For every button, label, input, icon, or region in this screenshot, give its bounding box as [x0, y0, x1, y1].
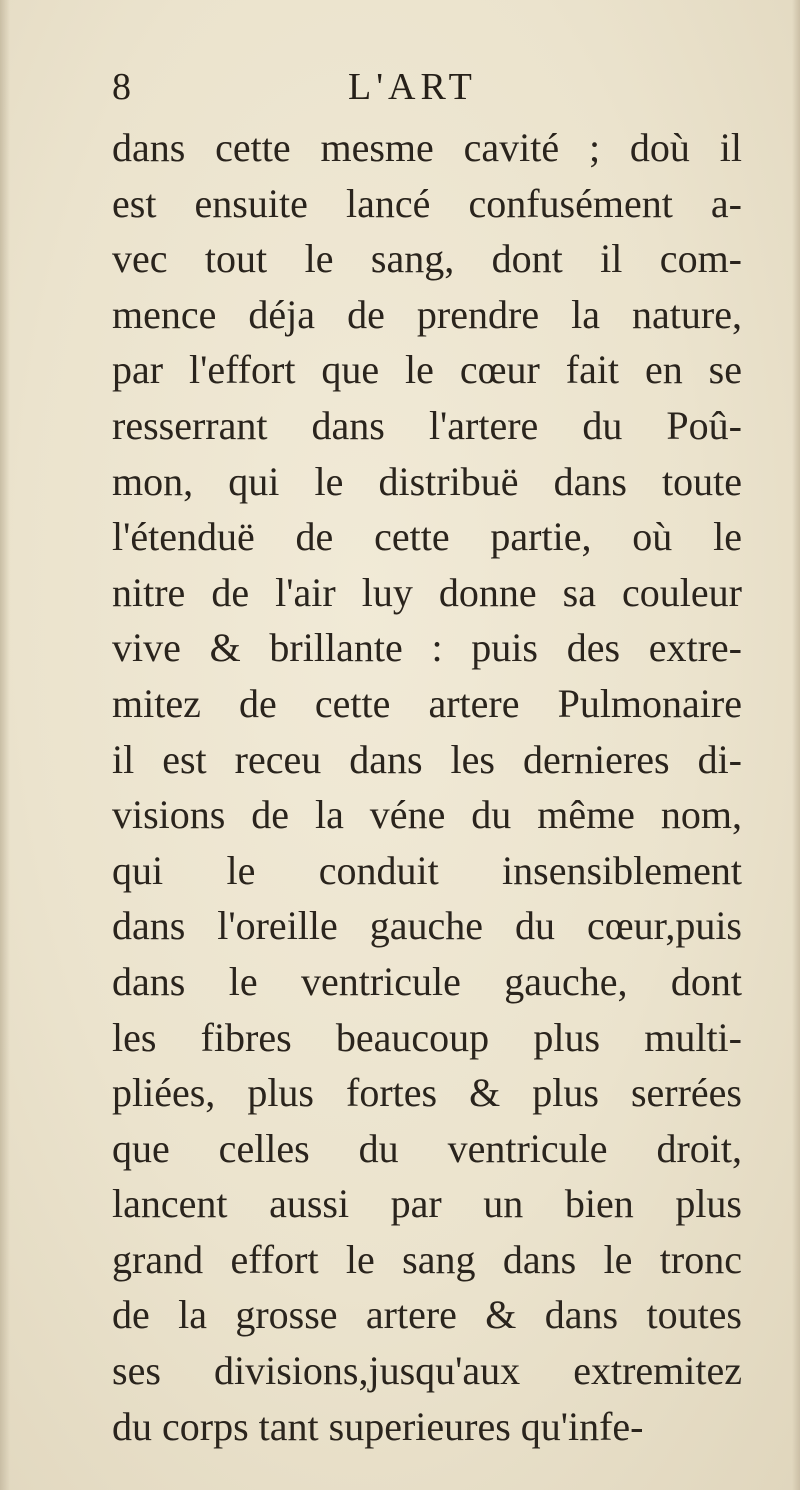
text-line-10: vive & brillante : puis des extre- — [112, 625, 742, 671]
page-edge-right — [792, 0, 800, 1490]
text-line-21: grand effort le sang dans le tronc — [112, 1236, 742, 1282]
text-line-3: vec tout le sang, dont il com- — [112, 236, 742, 282]
running-head — [110, 62, 750, 112]
text-line-24: du corps tant superieures qu'infe- — [112, 1403, 644, 1449]
text-line-2: est ensuite lancé confusément a- — [112, 180, 742, 226]
page-number: 8 — [112, 66, 131, 108]
text-line-12: il est receu dans les dernieres di- — [112, 736, 742, 782]
text-line-15: dans l'oreille gauche du cœur,puis — [112, 903, 742, 949]
text-line-14: qui le conduit insensiblement — [112, 847, 742, 893]
text-line-16: dans le ventricule gauche, dont — [112, 958, 742, 1004]
text-line-1: dans cette mesme cavité ; doù il — [112, 125, 742, 170]
text-line-8: l'étenduë de cette partie, où le — [112, 514, 742, 560]
page-edge-left — [0, 0, 10, 1490]
text-line-5: par l'effort que le cœur fait en se — [112, 347, 742, 393]
text-line-18: pliées, plus fortes & plus serrées — [112, 1070, 742, 1116]
text-line-7: mon, qui le distribuë dans toute — [112, 458, 742, 504]
text-line-20: lancent aussi par un bien plus — [112, 1181, 742, 1227]
text-line-9: nitre de l'air luy donne sa couleur — [112, 569, 742, 615]
text-line-17: les fibres beaucoup plus multi- — [112, 1014, 742, 1060]
text-line-13: visions de la véne du même nom, — [112, 792, 742, 838]
body-text — [112, 120, 742, 1454]
text-line-19: que celles du ventricule droit, — [112, 1125, 742, 1171]
text-line-23: ses divisions,jusqu'aux extremitez — [112, 1348, 742, 1394]
running-title: L'ART — [348, 66, 477, 108]
text-line-6: resserrant dans l'artere du Poû- — [112, 402, 742, 448]
text-line-11: mitez de cette artere Pulmonaire — [112, 680, 742, 726]
text-line-22: de la grosse artere & dans toutes — [112, 1292, 742, 1338]
text-line-4: mence déja de prendre la nature, — [112, 291, 742, 337]
